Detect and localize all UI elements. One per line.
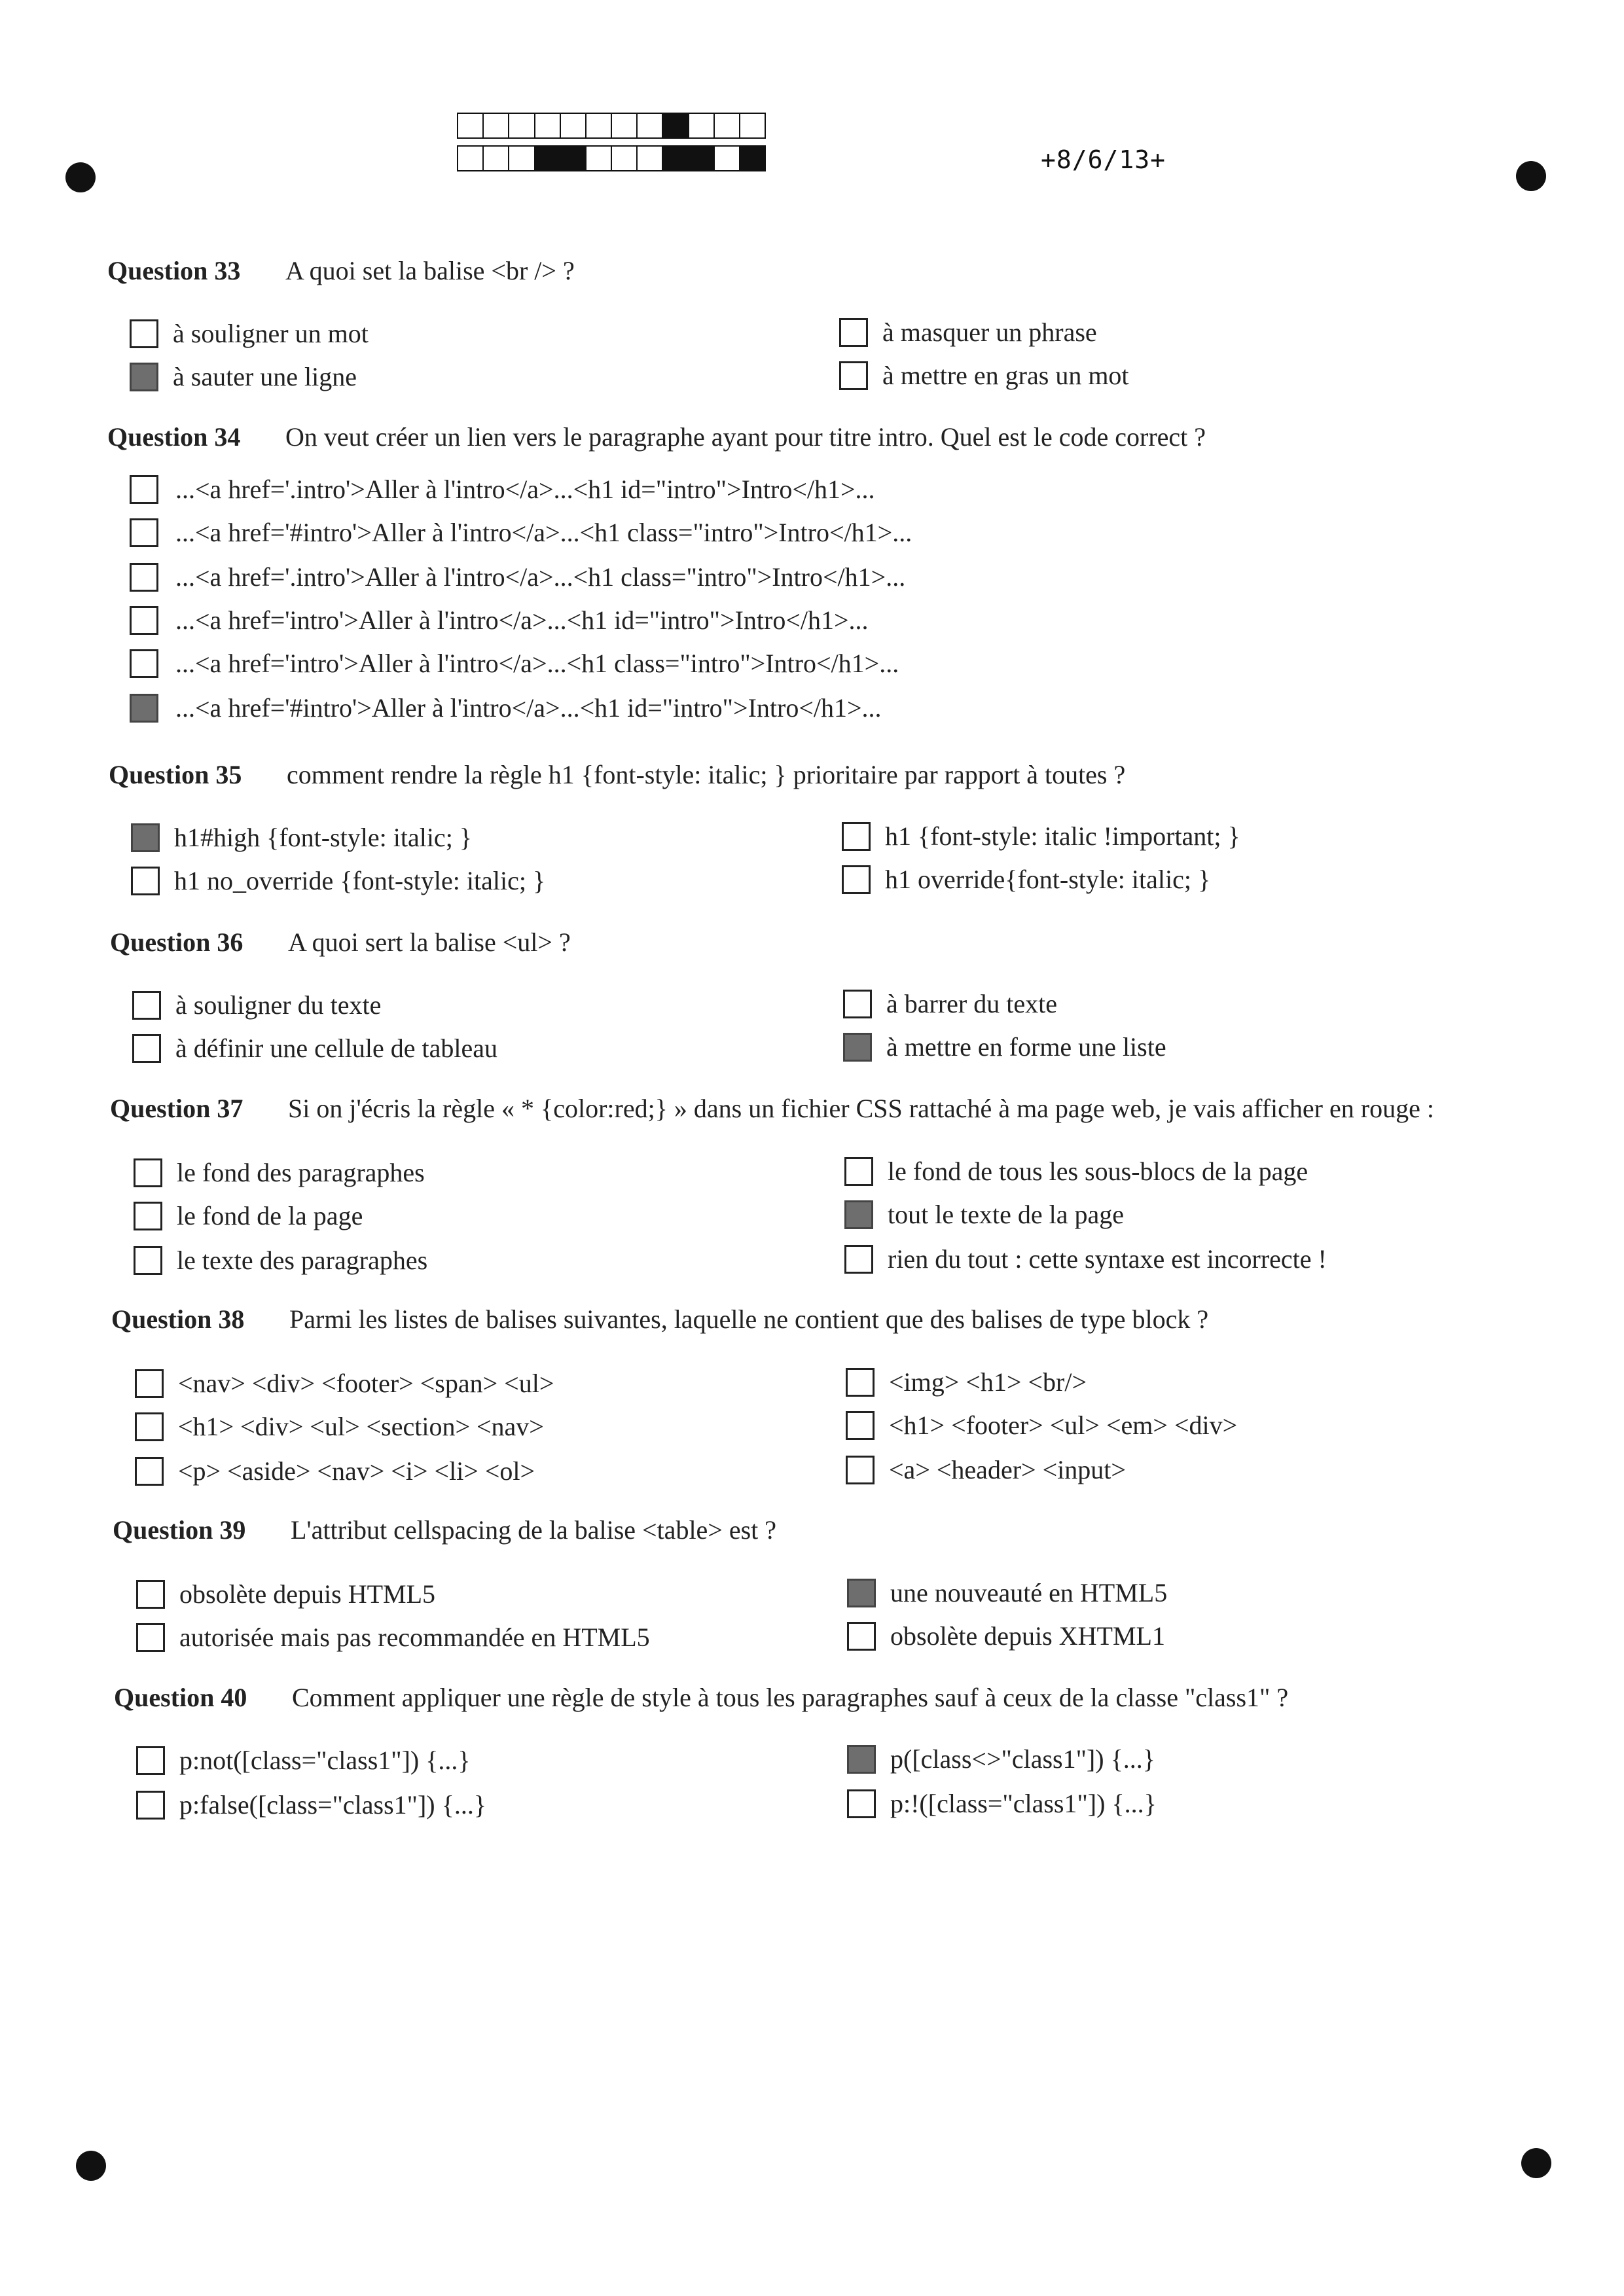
answer-checkbox[interactable] — [131, 823, 160, 852]
answer-label: p:false([class="class1"]) {...} — [179, 1790, 487, 1820]
answer-checkbox[interactable] — [842, 822, 871, 851]
code-cell — [458, 114, 484, 137]
answer-checkbox[interactable] — [135, 1369, 164, 1398]
code-cell — [740, 147, 765, 170]
question-text: On veut créer un lien vers le paragraphe ayant pour titre intro. Quel est le code correct ? — [285, 422, 1206, 452]
question-text: L'attribut cellspacing de la balise <table> est ? — [291, 1515, 777, 1545]
code-cell — [612, 114, 638, 137]
answer-label: le fond des paragraphes — [177, 1158, 425, 1187]
answer-label: à définir une cellule de tableau — [175, 1033, 497, 1063]
question-text: A quoi sert la balise <ul> ? — [288, 927, 571, 957]
answer-label: <nav> <div> <footer> <span> <ul> — [178, 1369, 554, 1398]
answer-label: ...<a href='.intro'>Aller à l'intro</a>...<h1 id="intro">Intro</h1>... — [175, 475, 875, 504]
code-cell — [663, 147, 689, 170]
answer-checkbox[interactable] — [846, 1456, 875, 1484]
answer-label: à barrer du texte — [886, 989, 1057, 1018]
answer-checkbox[interactable] — [130, 563, 158, 592]
answer-checkbox[interactable] — [136, 1791, 165, 1820]
answer-label: p([class<>"class1"]) {...} — [890, 1744, 1155, 1774]
question-text: Si on j'écris la règle « * {color:red;} » dans un fichier CSS rattaché à ma page web, je vais afficher en rouge : — [288, 1094, 1434, 1123]
code-cell — [561, 114, 586, 137]
answer-checkbox[interactable] — [843, 990, 872, 1018]
answer-label: p:!([class="class1"]) {...} — [890, 1789, 1157, 1818]
registration-mark-top-left — [65, 162, 96, 192]
answer-checkbox[interactable] — [134, 1158, 162, 1187]
answer-checkbox[interactable] — [130, 319, 158, 348]
question-number: Question 40 — [114, 1683, 247, 1712]
answer-label: <h1> <div> <ul> <section> <nav> — [178, 1412, 544, 1441]
answer-checkbox[interactable] — [130, 475, 158, 504]
answer-checkbox[interactable] — [839, 361, 868, 390]
answer-label: à masquer un phrase — [882, 317, 1097, 347]
answer-label: le fond de la page — [177, 1201, 363, 1230]
answer-label: à souligner un mot — [173, 319, 369, 348]
question-text: A quoi set la balise <br /> ? — [285, 256, 575, 285]
answer-label: h1#high {font-style: italic; } — [174, 823, 472, 852]
question-number: Question 34 — [107, 422, 241, 452]
answer-label: une nouveauté en HTML5 — [890, 1578, 1168, 1607]
answer-label: <p> <aside> <nav> <i> <li> <ol> — [178, 1456, 535, 1486]
question-text: comment rendre la règle h1 {font-style: italic; } prioritaire par rapport à toutes ? — [287, 760, 1126, 789]
registration-mark-bottom-left — [76, 2151, 106, 2181]
code-cell — [484, 147, 509, 170]
answer-checkbox[interactable] — [844, 1245, 873, 1274]
code-cell — [509, 147, 535, 170]
answer-checkbox[interactable] — [846, 1368, 875, 1397]
question-number: Question 35 — [109, 760, 242, 789]
code-cell — [689, 114, 715, 137]
answer-checkbox[interactable] — [130, 363, 158, 391]
answer-checkbox[interactable] — [846, 1411, 875, 1440]
page-identifier: +8/6/13+ — [1041, 145, 1166, 174]
answer-checkbox[interactable] — [136, 1746, 165, 1775]
answer-checkbox[interactable] — [844, 1200, 873, 1229]
answer-checkbox[interactable] — [134, 1246, 162, 1275]
student-code-row-1 — [457, 113, 766, 139]
question-number: Question 37 — [110, 1094, 244, 1123]
code-cell — [715, 114, 740, 137]
answer-label: h1 {font-style: italic !important; } — [885, 821, 1240, 851]
question-text: Parmi les listes de balises suivantes, laquelle ne contient que des balises de type block ? — [289, 1304, 1209, 1334]
answer-label: le texte des paragraphes — [177, 1246, 428, 1275]
answer-checkbox[interactable] — [847, 1579, 876, 1607]
answer-label: à souligner du texte — [175, 990, 382, 1020]
code-cell — [458, 147, 484, 170]
answer-label: à sauter une ligne — [173, 362, 357, 391]
answer-label: ...<a href='#intro'>Aller à l'intro</a>...<h1 id="intro">Intro</h1>... — [175, 693, 882, 723]
answer-checkbox[interactable] — [843, 1033, 872, 1062]
answer-checkbox[interactable] — [847, 1622, 876, 1651]
answer-checkbox[interactable] — [130, 694, 158, 723]
code-cell — [561, 147, 586, 170]
answer-checkbox[interactable] — [135, 1412, 164, 1441]
question-number: Question 38 — [111, 1304, 245, 1334]
question-text: Comment appliquer une règle de style à tous les paragraphes sauf à ceux de la classe "class1" ? — [292, 1683, 1289, 1712]
answer-checkbox[interactable] — [136, 1580, 165, 1609]
registration-mark-top-right — [1516, 161, 1546, 191]
answer-label: le fond de tous les sous-blocs de la page — [888, 1157, 1308, 1186]
code-cell — [715, 147, 740, 170]
code-cell — [612, 147, 638, 170]
answer-label: à mettre en forme une liste — [886, 1032, 1166, 1062]
answer-checkbox[interactable] — [132, 991, 161, 1020]
code-cell — [535, 147, 561, 170]
code-cell — [638, 114, 663, 137]
answer-checkbox[interactable] — [131, 867, 160, 895]
student-code-row-2 — [457, 145, 766, 171]
answer-checkbox[interactable] — [844, 1157, 873, 1186]
answer-label: p:not([class="class1"]) {...} — [179, 1746, 471, 1775]
answer-checkbox[interactable] — [130, 518, 158, 547]
answer-label: tout le texte de la page — [888, 1200, 1124, 1229]
answer-label: ...<a href='intro'>Aller à l'intro</a>...<h1 class="intro">Intro</h1>... — [175, 649, 899, 678]
answer-checkbox[interactable] — [842, 865, 871, 894]
code-cell — [586, 114, 612, 137]
answer-checkbox[interactable] — [839, 318, 868, 347]
answer-label: <h1> <footer> <ul> <em> <div> — [889, 1410, 1238, 1440]
question-number: Question 33 — [107, 256, 241, 285]
answer-label: obsolète depuis XHTML1 — [890, 1621, 1165, 1651]
answer-label: <img> <h1> <br/> — [889, 1367, 1087, 1397]
code-cell — [535, 114, 561, 137]
question-number: Question 39 — [113, 1515, 246, 1545]
answer-checkbox[interactable] — [130, 649, 158, 678]
code-cell — [740, 114, 765, 137]
answer-checkbox[interactable] — [132, 1034, 161, 1063]
code-cell — [586, 147, 612, 170]
answer-label: <a> <header> <input> — [889, 1455, 1126, 1484]
answer-checkbox[interactable] — [134, 1202, 162, 1230]
code-cell — [638, 147, 663, 170]
question-number: Question 36 — [110, 927, 244, 957]
answer-checkbox[interactable] — [847, 1789, 876, 1818]
code-cell — [689, 147, 715, 170]
answer-label: h1 no_override {font-style: italic; } — [174, 866, 546, 895]
answer-label: ...<a href='#intro'>Aller à l'intro</a>...<h1 class="intro">Intro</h1>... — [175, 518, 912, 547]
answer-label: autorisée mais pas recommandée en HTML5 — [179, 1623, 650, 1652]
answer-checkbox[interactable] — [847, 1745, 876, 1774]
answer-label: rien du tout : cette syntaxe est incorrecte ! — [888, 1244, 1327, 1274]
registration-mark-bottom-right — [1521, 2148, 1551, 2178]
code-cell — [484, 114, 509, 137]
answer-checkbox[interactable] — [136, 1623, 165, 1652]
answer-checkbox[interactable] — [130, 606, 158, 635]
answer-label: à mettre en gras un mot — [882, 361, 1129, 390]
code-cell — [509, 114, 535, 137]
answer-label: obsolète depuis HTML5 — [179, 1579, 436, 1609]
answer-label: h1 override{font-style: italic; } — [885, 865, 1211, 894]
answer-label: ...<a href='.intro'>Aller à l'intro</a>...<h1 class="intro">Intro</h1>... — [175, 562, 906, 592]
answer-label: ...<a href='intro'>Aller à l'intro</a>...<h1 id="intro">Intro</h1>... — [175, 605, 869, 635]
code-cell — [663, 114, 689, 137]
answer-checkbox[interactable] — [135, 1457, 164, 1486]
